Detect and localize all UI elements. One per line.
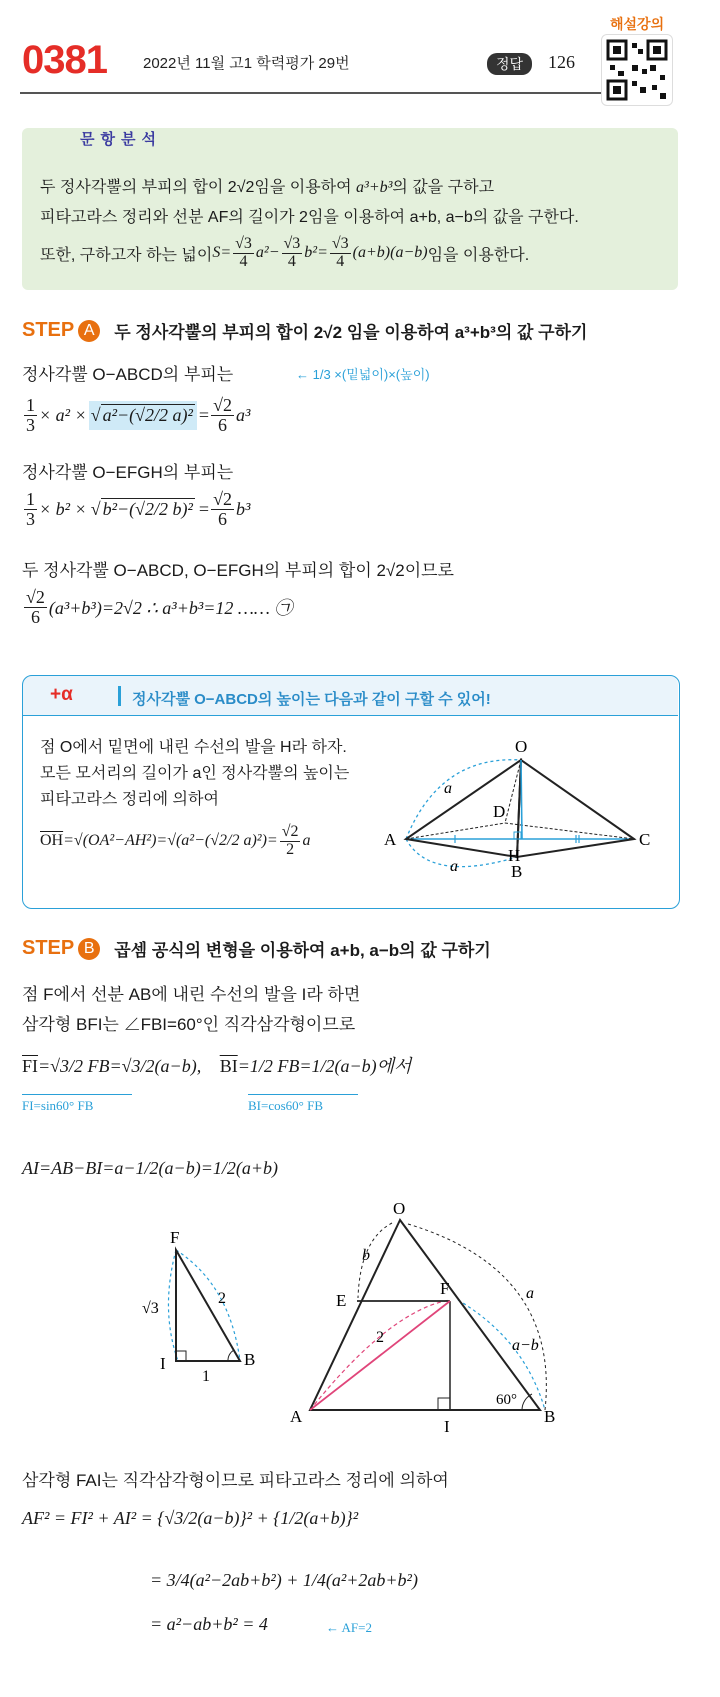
- pyramid-label-c: C: [639, 830, 651, 849]
- af-formula-2: = 3/4(a²−2ab+b²) + 1/4(a²+2ab+b²): [150, 1570, 418, 1590]
- analysis-line-2: 피타고라스 정리와 선분 AF의 길이가 2임을 이용하여 a+b, a−b의 값을 구한다.: [40, 209, 579, 226]
- step-a-title: 두 정사각뿔의 부피의 합이 2√2 임을 이용하여 a³+b³의 값 구하기: [114, 323, 588, 342]
- tri-label-f: F: [170, 1228, 180, 1247]
- tip-line-1: 점 O에서 밑면에 내린 수선의 발을 H라 하자.: [40, 739, 347, 756]
- step-b-line-3: 삼각형 FAI는 직각삼각형이므로 피타고라스 정리에 의하여: [22, 1471, 449, 1490]
- tip-line-3: 피타고라스 정리에 의하여: [40, 791, 219, 808]
- problem-source: 2022년 11월 고1 학력평가 29번: [143, 55, 350, 72]
- ai-formula: AI=AB−BI=a−1/2(a−b)=1/2(a+b): [22, 1158, 278, 1178]
- analysis-title: 문항분석: [80, 131, 162, 148]
- pyramid-label-base-a: a: [450, 858, 458, 875]
- big-label-seg-b: b: [362, 1247, 370, 1264]
- step-b-line-1: 점 F에서 선분 AB에 내린 수선의 발을 I라 하면: [22, 985, 361, 1004]
- step-a-line-2: 정사각뿔 O−EFGH의 부피는: [22, 463, 234, 482]
- bi-note-rule: [248, 1094, 358, 1095]
- problem-number: 0381: [22, 38, 107, 82]
- big-label-seg-amb: a−b: [512, 1337, 539, 1354]
- big-label-seg-a: a: [526, 1285, 534, 1302]
- right-triangle-diagram: [140, 1225, 270, 1385]
- tip-line-2: 모든 모서리의 길이가 a인 정사각뿔의 높이는: [40, 765, 350, 782]
- af-formula-3: = a²−ab+b² = 4: [150, 1614, 268, 1634]
- big-label-i: I: [444, 1417, 450, 1436]
- tri-label-i: I: [160, 1354, 166, 1373]
- bi-note: BI=cos60° FB: [248, 1098, 324, 1113]
- big-label-o: O: [393, 1200, 406, 1218]
- step-a-volume-note: ← 1/3 ×(밑넓이)×(높이): [296, 367, 430, 382]
- big-label-f: F: [440, 1279, 450, 1298]
- pyramid-label-b: B: [511, 862, 523, 881]
- lecture-label: 해설강의: [610, 16, 665, 32]
- analysis-line-1: 두 정사각뿔의 부피의 합이 2√2임을 이용하여 a³+b³의 값을 구하고: [40, 179, 495, 196]
- tip-title: 정사각뿔 O−ABCD의 높이는 다음과 같이 구할 수 있어!: [132, 691, 491, 708]
- fi-note: FI=sin60° FB: [22, 1098, 94, 1113]
- tip-badge: +α: [50, 684, 73, 705]
- tri-label-two: 2: [218, 1290, 226, 1307]
- step-a-header: [22, 318, 587, 343]
- af-note: ← AF=2: [326, 1620, 372, 1635]
- volume-sum-formula: $\frac{√2}{6}$ (a³+b³)=2√2 ∴ a³+b³=12 …… ㉠: [26, 587, 293, 627]
- qr-code-icon[interactable]: [601, 34, 673, 106]
- pyramid-label-a: A: [384, 830, 397, 849]
- step-b-tag: STEP: [22, 937, 75, 959]
- step-a-line-3: 두 정사각뿔 O−ABCD, O−EFGH의 부피의 합이 2√2이므로: [22, 561, 454, 580]
- step-b-title: 곱셈 공식의 변형을 이용하여 a+b, a−b의 값 구하기: [114, 941, 491, 960]
- step-a-line-1: 정사각뿔 O−ABCD의 부피는: [22, 365, 234, 384]
- tip-divider: [118, 686, 121, 706]
- step-a-tag: STEP: [22, 319, 75, 341]
- step-b-line-2: 삼각형 BFI는 ∠FBI=60°인 직각삼각형이므로: [22, 1015, 356, 1034]
- height-formula: $\overline{OH}$ =√(OA²−AH²)=√(a²−(√2/2 a)²)= $\frac{√2}{2}$ a: [40, 823, 311, 858]
- tri-label-root3: √3: [142, 1300, 159, 1317]
- big-label-angle: 60°: [496, 1392, 517, 1408]
- triangle-oab-diagram: [290, 1200, 580, 1440]
- pyramid-label-edge-a: a: [444, 780, 452, 797]
- step-a-letter: A: [78, 320, 100, 342]
- header-divider: [20, 92, 602, 94]
- answer-value: 126: [548, 52, 575, 72]
- big-label-a: A: [290, 1407, 303, 1426]
- big-label-af: 2: [376, 1329, 384, 1346]
- af-formula-1: AF² = FI² + AI² = {√3/2(a−b)}² + {1/2(a+b)}²: [22, 1508, 359, 1528]
- fi-note-rule: [22, 1094, 132, 1095]
- analysis-line-3: 또한, 구하고자 하는 넓이 S= $\frac{√3}{4}$ a²− $\frac{√3}{4}$ b²= $\frac{√3}{4}$ (a+b)(a−b) 임을 이용한다.: [40, 235, 530, 270]
- tip-head-line: [22, 715, 678, 716]
- pyramid-label-d: D: [493, 802, 506, 821]
- answer-badge: 정답: [487, 53, 532, 75]
- pyramid-diagram: [380, 735, 670, 905]
- pyramid-label-h: H: [508, 846, 521, 865]
- big-label-e: E: [336, 1291, 347, 1310]
- tri-label-one: 1: [202, 1368, 210, 1385]
- step-b-header: [22, 936, 491, 961]
- pyramid-label-o: O: [515, 737, 528, 756]
- tri-label-b: B: [244, 1350, 256, 1369]
- volume-formula-2: $\frac{1}{3}$ × b² × √ b²−(√2/2 b)² = $\frac{√2}{6}$ b³: [26, 489, 251, 529]
- big-label-b: B: [544, 1407, 556, 1426]
- volume-formula-1: $\frac{1}{3}$ × a² × √ a²−(√2/2 a)² = $\frac{√2}{6}$ a³: [26, 395, 251, 435]
- step-b-letter: B: [78, 938, 100, 960]
- fi-bi-formula: $\overline{FI}=√3/2$ FB=√3/2(a−b), $\overline{BI}=1/2$ FB=1/2(a−b)에서: [22, 1056, 412, 1076]
